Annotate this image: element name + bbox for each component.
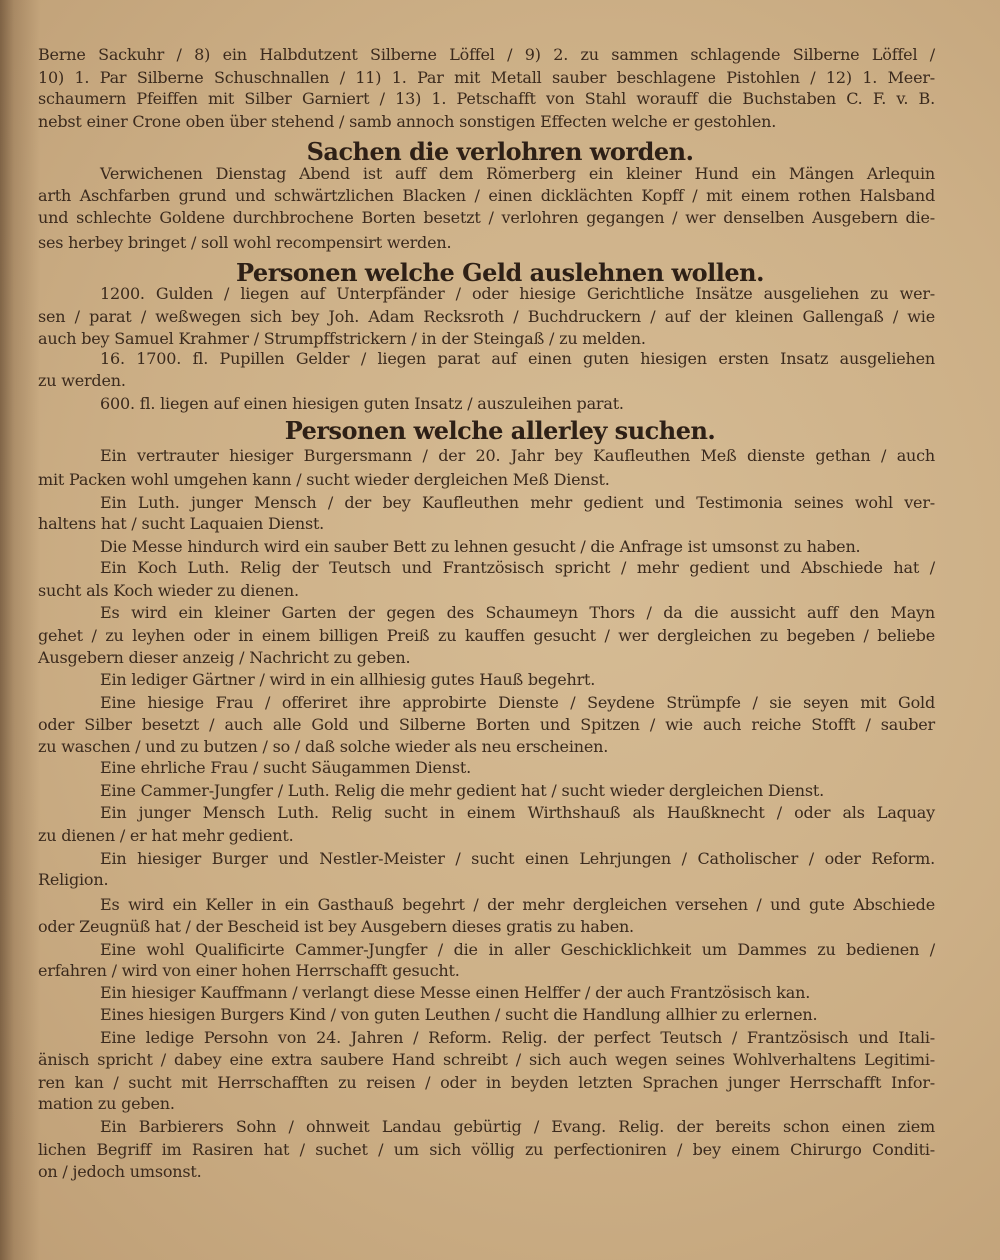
text-line: mit Packen wohl umgehen kann / sucht wieder dergleichen Meß Dienst. (38, 470, 610, 489)
text-line: Ein hiesiger Burger und Nestler-Meister / sucht einen Lehrjungen / Catholischer / oder Reform. (100, 849, 935, 868)
text-line: Eine Cammer-Jungfer / Luth. Relig die mehr gedient hat / sucht wieder dergleichen Dienst. (100, 781, 824, 800)
text-line: lichen Begriff im Rasiren hat / suchet / um sich völlig zu perfectioniren / bey einem Chirurgo Conditi- (38, 1140, 935, 1159)
text-line: 16. 1700. fl. Pupillen Gelder / liegen parat auf einen guten hiesigen ersten Insatz ausgeliehen (100, 349, 935, 368)
text-line: Ein Barbierers Sohn / ohnweit Landau gebürtig / Evang. Relig. der bereits schon einen ziem (100, 1117, 935, 1136)
section-heading: Personen welche Geld auslehnen wollen. (236, 258, 764, 287)
text-line: änisch spricht / dabey eine extra saubere Hand schreibt / sich auch wegen seines Wohlverhaltens Legitimi- (38, 1050, 935, 1069)
text-line: Berne Sackuhr / 8) ein Halbdutzent Silberne Löffel / 9) 2. zu sammen schlagende Silberne Löffel / (38, 45, 935, 64)
text-line: zu dienen / er hat mehr gedient. (38, 826, 294, 845)
text-line: zu waschen / und zu butzen / so / daß solche wieder als neu erscheinen. (38, 737, 609, 756)
text-line: Eines hiesigen Burgers Kind / von guten Leuthen / sucht die Handlung allhier zu erlernen. (100, 1005, 818, 1024)
text-line: erfahren / wird von einer hohen Herrschafft gesucht. (38, 961, 460, 980)
section-heading: Personen welche allerley suchen. (284, 416, 716, 445)
text-line: Eine hiesige Frau / offeriret ihre approbirte Dienste / Seydene Strümpfe / sie seyen mit Gold (100, 693, 935, 712)
text-line: Eine ehrliche Frau / sucht Säugammen Dienst. (100, 758, 472, 777)
text-line: Es wird ein Keller in ein Gasthauß begehrt / der mehr dergleichen versehen / und gute Abschiede (100, 895, 935, 914)
text-line: Ein hiesiger Kauffmann / verlangt diese Messe einen Helffer / der auch Frantzösisch kan. (100, 983, 811, 1002)
text-line: gehet / zu leyhen oder in einem billigen Preiß zu kauffen gesucht / wer dergleichen zu begeben / beliebe (38, 626, 935, 645)
text-line: nebst einer Crone oben über stehend / samb annoch sonstigen Effecten welche er gestohlen. (38, 112, 777, 131)
text-line: Eine ledige Persohn von 24. Jahren / Reform. Relig. der perfect Teutsch / Frantzösisch und Itali- (100, 1028, 935, 1047)
text-line: haltens hat / sucht Laquaien Dienst. (38, 514, 325, 533)
text-line: Ein vertrauter hiesiger Burgersmann / der 20. Jahr bey Kaufleuthen Meß dienste gethan / auch (100, 446, 935, 465)
text-line: 1200. Gulden / liegen auf Unterpfänder / oder hiesige Gerichtliche Insätze ausgeliehen zu wer- (100, 284, 935, 303)
text-line: mation zu geben. (38, 1094, 175, 1113)
text-line: ses herbey bringet / soll wohl recompensirt werden. (38, 233, 452, 252)
text-line: Verwichenen Dienstag Abend ist auff dem Römerberg ein kleiner Hund ein Mängen Arlequin (100, 164, 935, 183)
text-line: Ein Luth. junger Mensch / der bey Kaufleuthen mehr gedient und Testimonia seines wohl ver- (100, 493, 935, 512)
text-line: oder Zeugnüß hat / der Bescheid ist bey Ausgebern dieses gratis zu haben. (38, 917, 634, 936)
text-line: Ein junger Mensch Luth. Relig sucht in einem Wirthshauß als Haußknecht / oder als Laquay (100, 803, 935, 822)
text-line: ren kan / sucht mit Herrschafften zu reisen / oder in beyden letzten Sprachen junger Herrschafft Infor- (38, 1073, 935, 1092)
text-line: Religion. (38, 870, 109, 889)
text-line: schaumern Pfeiffen mit Silber Garniert / 13) 1. Petschafft von Stahl worauff die Buchstaben C. F. v. B. (38, 89, 935, 108)
text-line: 600. fl. liegen auf einen hiesigen guten Insatz / auszuleihen parat. (100, 394, 624, 413)
text-line: 10) 1. Par Silberne Schuschnallen / 11) 1. Par mit Metall sauber beschlagene Pistohlen / 12) 1. Meer- (38, 68, 935, 87)
text-line: on / jedoch umsonst. (38, 1162, 202, 1181)
text-line: sen / parat / weßwegen sich bey Joh. Adam Recksroth / Buchdruckern / auf der kleinen Gallengaß / wie (38, 307, 935, 326)
text-line: Ausgebern dieser anzeig / Nachricht zu geben. (38, 648, 411, 667)
section-heading: Sachen die verlohren worden. (306, 137, 694, 166)
text-line: oder Silber besetzt / auch alle Gold und Silberne Borten und Spitzen / wie auch reiche Stofft / sauber (38, 715, 935, 734)
text-line: und schlechte Goldene durchbrochene Borten besetzt / verlohren gegangen / wer denselben Ausgebern die- (38, 208, 935, 227)
text-line: Es wird ein kleiner Garten der gegen des Schaumeyn Thors / da die aussicht auff den Mayn (100, 603, 935, 622)
text-line: auch bey Samuel Krahmer / Strumpffstrickern / in der Steingaß / zu melden. (38, 329, 646, 348)
text-line: Die Messe hindurch wird ein sauber Bett zu lehnen gesucht / die Anfrage ist umsonst zu haben. (100, 537, 861, 556)
text-line: Eine wohl Qualificirte Cammer-Jungfer / die in aller Geschicklichkeit um Dammes zu bedienen / (100, 940, 935, 959)
text-line: sucht als Koch wieder zu dienen. (38, 581, 299, 600)
text-line: arth Aschfarben grund und schwärtzlichen Blacken / einen dicklächten Kopff / mit einem rothen Halsband (38, 186, 935, 205)
text-line: Ein Koch Luth. Relig der Teutsch und Frantzösisch spricht / mehr gedient und Abschiede hat / (100, 558, 935, 577)
text-line: Ein lediger Gärtner / wird in ein allhiesig gutes Hauß begehrt. (100, 670, 596, 689)
text-line: zu werden. (38, 371, 126, 390)
